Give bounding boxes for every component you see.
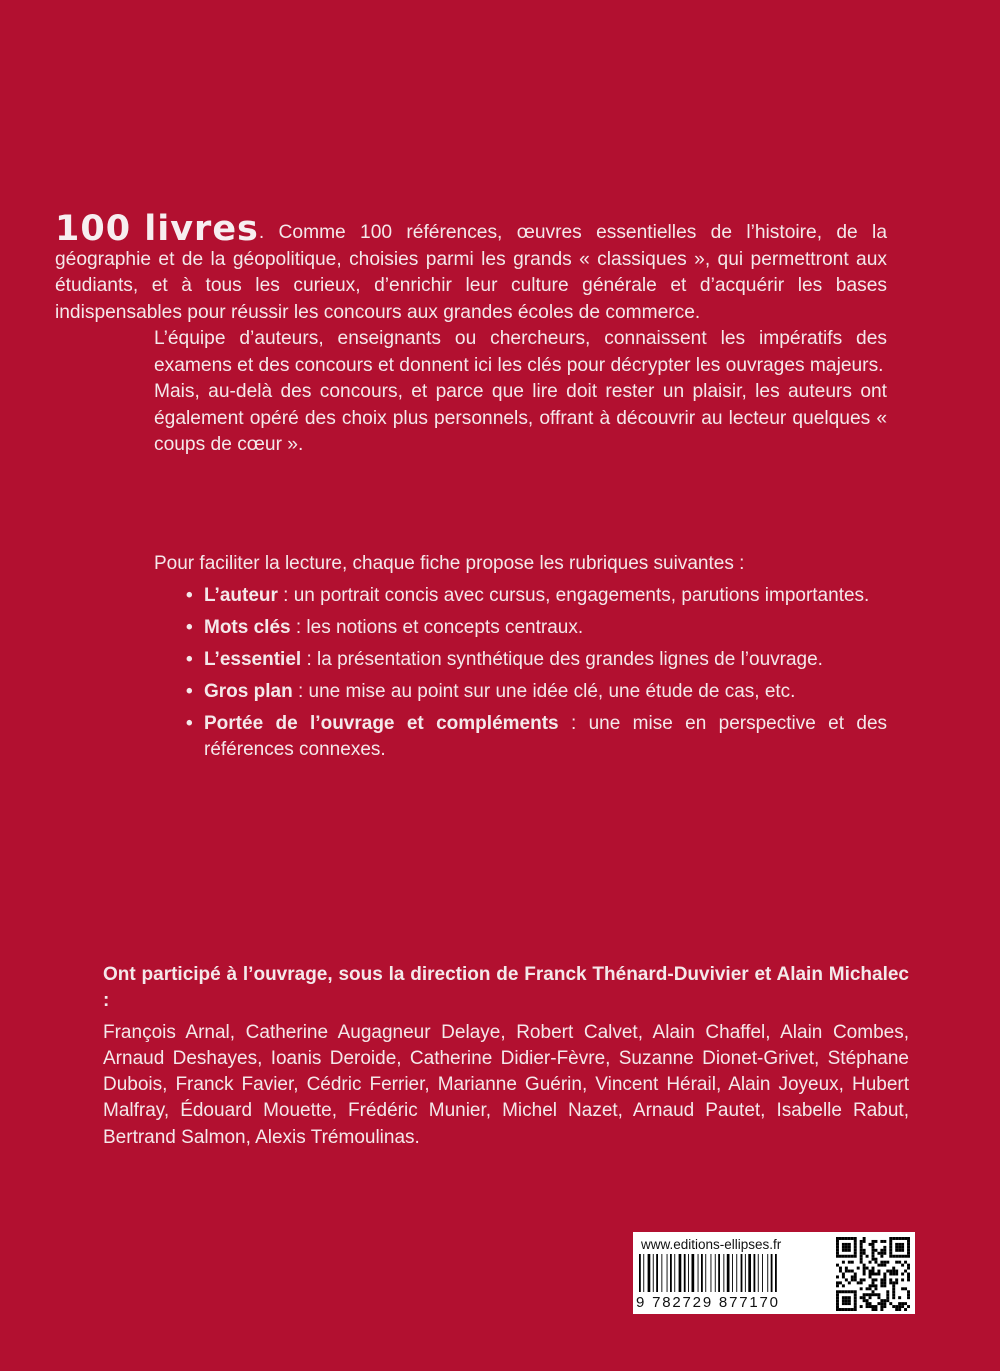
intro-paragraph-1: [55, 209, 887, 326]
rubrique-label: Portée de l’ouvrage et compléments: [204, 713, 559, 734]
rubrique-text: : un portrait concis avec cursus, engagements, parutions importantes.: [277, 585, 870, 606]
contributors-names: François Arnal, Catherine Augagneur Delaye, Robert Calvet, Alain Chaffel, Alain Combes, Arnaud Deshayes, Ioanis Deroide, Catherine Didier-Fèvre, Suzanne Dionet-Grivet, Stéphane Dubois, Franck Favier, Cédric Ferrier, Marianne Guérin, Vincent Hérail, Alain Joyeux, Hubert Malfray, Édouard Mouette, Frédéric Munier, Michel Nazet, Arnaud Pautet, Isabelle Rabut, Bertrand Salmon, Alexis Trémoulinas.: [103, 1021, 909, 1148]
contributors-heading: Ont participé à l’ouvrage, sous la direction de Franck Thénard-Duvivier et Alain Michalec :: [103, 964, 909, 1012]
rubrique-text: : les notions et concepts centraux.: [290, 617, 584, 638]
barcode-box: [633, 1232, 915, 1314]
rubrique-text: : la présentation synthétique des grandes lignes de l’ouvrage.: [301, 649, 823, 670]
contributors: [103, 962, 909, 1151]
rubrique-label: Gros plan: [204, 681, 293, 702]
intro-text: [55, 209, 887, 459]
publisher-website[interactable]: www.editions-ellipses.fr: [641, 1237, 782, 1252]
list-item: [185, 647, 887, 673]
rubrique-label: L’auteur: [204, 585, 278, 606]
isbn-number: 9 782729 877170: [636, 1294, 780, 1311]
rubriques-intro: Pour faciliter la lecture, chaque fiche propose les rubriques suivantes :: [154, 553, 745, 574]
list-item: [185, 615, 887, 641]
qr-code-icon: [836, 1237, 910, 1311]
barcode-icon: [633, 1254, 833, 1294]
rubrique-label: L’essentiel: [204, 649, 302, 670]
list-item: [185, 711, 887, 763]
rubrique-label: Mots clés: [204, 617, 291, 638]
rubrique-text: : une mise au point sur une idée clé, une étude de cas, etc.: [292, 681, 796, 702]
rubrique-text: : une mise en perspective et des références connexes.: [204, 713, 888, 760]
brand-title: 100 livres: [55, 209, 259, 249]
intro-lead: . Comme 100 références, œuvres essentielles de l’histoire, de la géographie et de la géopolitique, choisies parmi les grands « classiques », qui permettront aux étudiants, et à tous les curieux, d’enrichir leur culture générale et d’acquérir les bases indispensables pour réussir les concours aux grandes écoles de commerce.: [55, 222, 887, 323]
intro-paragraph-3: Mais, au-delà des concours, et parce que lire doit rester un plaisir, les auteurs ont également opéré des choix plus personnels, offrant à découvrir au lecteur quelques « coups de cœur ».: [154, 381, 887, 455]
list-item: [185, 583, 887, 609]
intro-paragraph-2: L’équipe d’auteurs, enseignants ou chercheurs, connaissent les impératifs des examens et des concours et donnent ici les clés pour décrypter les ouvrages majeurs.: [154, 328, 887, 376]
list-item: [185, 679, 887, 705]
rubriques-list: [185, 583, 887, 769]
